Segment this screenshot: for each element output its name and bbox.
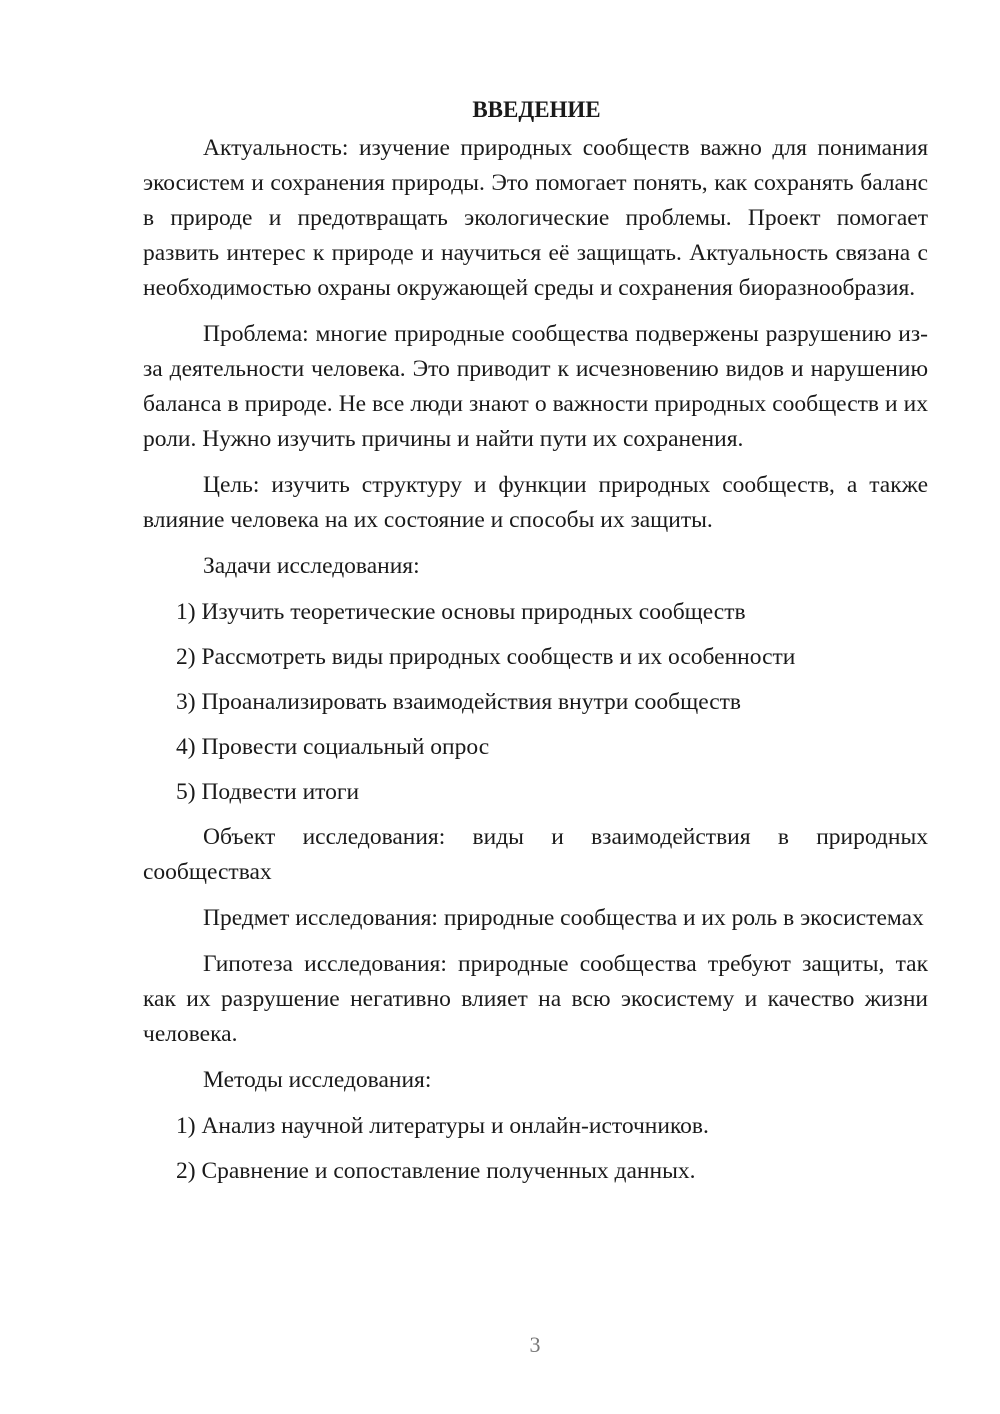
list-item: 1) Изучить теоретические основы природных сообществ	[176, 599, 746, 625]
page-number: 3	[529, 1332, 541, 1357]
subject-paragraph: Предмет исследования: природные сообщества и их роль в экосистемах	[203, 905, 924, 931]
tasks-title: Задачи исследования:	[203, 553, 420, 579]
list-item: 1) Анализ научной литературы и онлайн-источников.	[176, 1113, 709, 1139]
list-item: 5) Подвести итоги	[176, 779, 360, 805]
list-item: 4) Провести социальный опрос	[176, 734, 490, 760]
list-item: 2) Рассмотреть виды природных сообществ и их особенности	[176, 644, 796, 670]
section-heading: ВВЕДЕНИЕ	[472, 97, 601, 122]
object-paragraph: Объект исследования: виды и взаимодействия в природных сообществах	[143, 824, 928, 885]
methods-title: Методы исследования:	[203, 1067, 432, 1093]
goal-paragraph: Цель: изучить структуру и функции природных сообществ, а также влияние человека на их состояние и способы их защиты.	[143, 472, 928, 533]
tasks-list	[143, 595, 928, 810]
list-item: 3) Проанализировать взаимодействия внутри сообществ	[176, 689, 742, 715]
page-body	[143, 92, 928, 1199]
methods-list	[143, 1109, 928, 1189]
list-item: 2) Сравнение и сопоставление полученных данных.	[176, 1158, 696, 1184]
hypothesis-paragraph: Гипотеза исследования: природные сообщества требуют защиты, так как их разрушение негативно влияет на всю экосистему и качество жизни человека.	[143, 951, 928, 1047]
relevance-paragraph: Актуальность: изучение природных сообществ важно для понимания экосистем и сохранения природы. Это помогает понять, как сохранять баланс в природе и предотвращать экологические проблемы. Проект помогает развить интерес к природе и научиться её защищать. Актуальность связана с необходимостью охраны окружающей среды и сохранения биоразнообразия.	[143, 135, 928, 301]
problem-paragraph: Проблема: многие природные сообщества подвержены разрушению из-за деятельности человека. Это приводит к исчезновению видов и нарушению баланса в природе. Не все люди знают о важности природных сообществ и их роли. Нужно изучить причины и найти пути их сохранения.	[143, 321, 928, 452]
